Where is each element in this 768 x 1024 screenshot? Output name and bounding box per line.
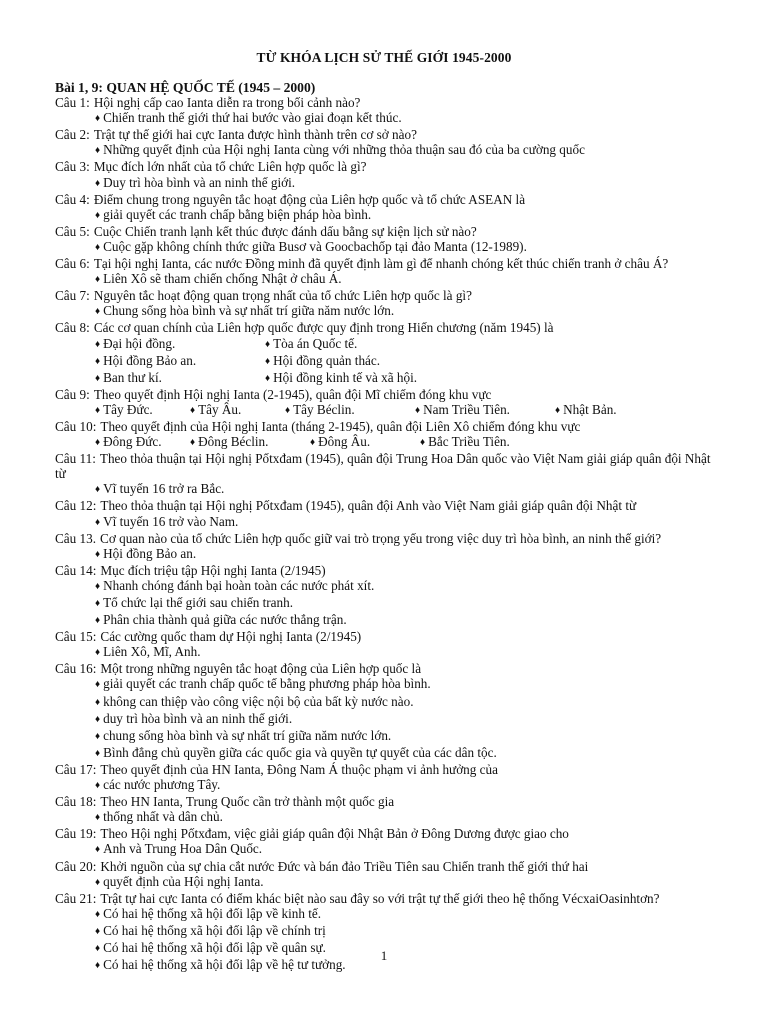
question-number: Câu 6: (55, 256, 90, 272)
question-number: Câu 5: (55, 223, 90, 239)
question-text: Nguyên tắc hoạt động quan trọng nhất của tổ chức Liên hợp quốc là gì? (93, 288, 472, 304)
question-number: Câu 15: (55, 629, 97, 645)
answer-item: ♦ Phân chia thành quả giữa các nước thắng trận. (55, 612, 715, 629)
question-text: Khởi nguồn của sự chia cắt nước Đức và bán đảo Triều Tiên sau Chiến tranh thế giới thứ hai (100, 858, 589, 874)
answer-item: ♦ Bình đẳng chủ quyền giữa các quốc gia và quyền tự quyết của các dân tộc. (55, 745, 715, 762)
question-number: Câu 9: (55, 386, 90, 402)
answer-item: ♦ Có hai hệ thống xã hội đối lập về quân sự. (55, 940, 715, 957)
question-number: Câu 10: (55, 418, 97, 434)
answer-item: ♦ giải quyết các tranh chấp quốc tế bằng phương pháp hòa bình. (55, 676, 715, 693)
question-item (55, 498, 715, 513)
answer-item: ♦ Những quyết định của Hội nghị Ianta cùng với những thỏa thuận sau đó của ba cường quốc (55, 142, 715, 159)
question-item (55, 320, 715, 335)
question-item (55, 794, 715, 809)
answer-item: ♦ Có hai hệ thống xã hội đối lập về kinh tế. (55, 906, 715, 923)
answer-item: ♦ Tây Đức. (95, 402, 190, 419)
question-number: Câu 16: (55, 661, 97, 677)
answer-item: ♦ Tổ chức lại thế giới sau chiến tranh. (55, 595, 715, 612)
answer-item: ♦ quyết định của Hội nghị Ianta. (55, 874, 715, 891)
question-number: Câu 21: (55, 890, 97, 906)
question-item (55, 159, 715, 174)
answer-item: ♦ thống nhất và dân chủ. (55, 809, 715, 826)
answer-item: ♦ Nhật Bản. (555, 402, 645, 419)
question-number: Câu 2: (55, 127, 90, 143)
question-item (55, 563, 715, 578)
answer-item: ♦ Đông Béclin. (190, 434, 310, 451)
question-item (55, 288, 715, 303)
answer-item: ♦ Tây Âu. (190, 402, 285, 419)
answer-row (55, 353, 715, 370)
answer-item: ♦ Vĩ tuyến 16 trở ra Bắc. (55, 481, 715, 498)
answer-item: ♦ Hội đồng Bảo an. (95, 353, 265, 370)
question-number: Câu 1: (55, 95, 90, 111)
answer-item: ♦ các nước phương Tây. (55, 777, 715, 794)
answer-item: ♦ Chiến tranh thế giới thứ hai bước vào giai đoạn kết thúc. (55, 110, 715, 127)
answer-item: ♦ Tòa án Quốc tế. (265, 336, 465, 353)
question-number: Câu 18: (55, 794, 97, 810)
question-item (55, 531, 715, 546)
question-text: Mục đích triệu tập Hội nghị Ianta (2/1945) (100, 562, 326, 578)
question-number: Câu 12: (55, 498, 97, 514)
answer-item: ♦ Anh và Trung Hoa Dân Quốc. (55, 841, 715, 858)
question-text: Hội nghị cấp cao Ianta diễn ra trong bối cảnh nào? (93, 95, 361, 111)
answer-item: ♦ Vĩ tuyến 16 trở vào Nam. (55, 514, 715, 531)
answer-item: ♦ giải quyết các tranh chấp bằng biện pháp hòa bình. (55, 207, 715, 224)
answer-item: ♦ Chung sống hòa bình và sự nhất trí giữa năm nước lớn. (55, 303, 715, 320)
answer-item: ♦ Có hai hệ thống xã hội đối lập về chính trị (55, 923, 715, 940)
question-number: Câu 4: (55, 191, 90, 207)
document-content (55, 80, 715, 974)
question-text: Cơ quan nào của tổ chức Liên hợp quốc giữ vai trò trọng yếu trong việc duy trì hòa bình, an ninh thế giới? (100, 530, 662, 546)
question-text: Theo quyết định của HN Ianta, Đông Nam Á thuộc phạm vi ảnh hưởng của (100, 761, 498, 777)
answer-row (55, 402, 715, 419)
answer-item: ♦ Duy trì hòa bình và an ninh thế giới. (55, 175, 715, 192)
answer-item: ♦ Nhanh chóng đánh bại hoàn toàn các nước phát xít. (55, 578, 715, 595)
question-number: Câu 14: (55, 562, 97, 578)
answer-item: ♦ duy trì hòa bình và an ninh thế giới. (55, 711, 715, 728)
question-item (55, 451, 715, 481)
question-text: Một trong những nguyên tắc hoạt động của Liên hợp quốc là (100, 661, 422, 677)
question-text: Mục đích lớn nhất của tổ chức Liên hợp quốc là gì? (93, 159, 367, 175)
question-text: Theo HN Ianta, Trung Quốc cần trở thành một quốc gia (100, 794, 395, 810)
question-item (55, 127, 715, 142)
document-title: TỪ KHÓA LỊCH SỬ THẾ GIỚI 1945-2000 (256, 50, 512, 65)
question-item (55, 387, 715, 402)
page-number: 1 (380, 948, 388, 963)
question-text: Trật tự thế giới hai cực Ianta được hình thành trên cơ sở nào? (93, 127, 417, 143)
question-item (55, 256, 715, 271)
section-heading: Bài 1, 9: QUAN HỆ QUỐC TẾ (1945 – 2000) (55, 80, 316, 95)
answer-row (55, 434, 715, 451)
answer-item: ♦ Đông Âu. (310, 434, 420, 451)
question-number: Câu 20: (55, 858, 97, 874)
question-text: Các cường quốc tham dự Hội nghị Ianta (2/1945) (100, 629, 362, 645)
question-item (55, 891, 715, 906)
answer-row (55, 336, 715, 353)
question-text: Theo Hội nghị Pốtxđam, việc giải giáp quân đội Nhật Bản ở Đông Dương được giao cho (100, 826, 569, 842)
answer-item: ♦ Đại hội đồng. (95, 336, 265, 353)
question-text: Theo quyết định Hội nghị Ianta (2-1945), quân đội Mĩ chiếm đóng khu vực (93, 386, 492, 402)
answer-item: ♦ không can thiệp vào công việc nội bộ của bất kỳ nước nào. (55, 694, 715, 711)
question-number: Câu 17: (55, 761, 97, 777)
answer-item: ♦ Bắc Triều Tiên. (420, 434, 560, 451)
question-text: Tại hội nghị Ianta, các nước Đồng minh đã quyết định làm gì để nhanh chóng kết thúc chiến tranh ở châu Á? (93, 256, 669, 272)
question-number: Câu 19: (55, 826, 97, 842)
question-item (55, 859, 715, 874)
answer-item: ♦ Liên Xô, Mĩ, Anh. (55, 644, 715, 661)
answer-item: ♦ Cuộc gặp không chính thức giữa Busơ và Goocbachốp tại đảo Manta (12-1989). (55, 239, 715, 256)
question-text: Theo thỏa thuận tại Hội nghị Pốtxđam (1945), quân đội Anh vào Việt Nam giải giáp quân đội Nhật từ (100, 498, 637, 514)
question-number: Câu 13. (55, 530, 97, 546)
question-item (55, 95, 715, 110)
question-item (55, 826, 715, 841)
answer-item: ♦ Đông Đức. (95, 434, 190, 451)
question-item (55, 224, 715, 239)
question-item (55, 762, 715, 777)
question-text: Trật tự hai cực Ianta có điểm khác biệt nào sau đây so với trật tự thế giới theo hệ thống VécxaiOasinhtơn? (100, 890, 660, 906)
question-text: Các cơ quan chính của Liên hợp quốc được quy định trong Hiến chương (năm 1945) là (93, 320, 554, 336)
question-text: Điểm chung trong nguyên tắc hoạt động của Liên hợp quốc và tổ chức ASEAN là (93, 191, 526, 207)
question-text: Theo thỏa thuận tại Hội nghị Pốtxđam (1945), quân đội Trung Hoa Dân quốc vào Việt Nam giải giáp quân đội Nhật từ (55, 451, 711, 482)
question-number: Câu 3: (55, 159, 90, 175)
answer-row (55, 370, 715, 387)
answer-item: ♦ Ban thư kí. (95, 370, 265, 387)
question-number: Câu 7: (55, 288, 90, 304)
question-number: Câu 11: (55, 451, 96, 467)
answer-item: ♦ Hội đồng Bảo an. (55, 546, 715, 563)
answer-item: ♦ Liên Xô sẽ tham chiến chống Nhật ở châu Á. (55, 271, 715, 288)
answer-item: ♦ Có hai hệ thống xã hội đối lập về hệ tư tưởng. (55, 957, 715, 974)
answer-item: ♦ Tây Béclin. (285, 402, 415, 419)
question-item (55, 629, 715, 644)
answer-item: ♦ Hội đồng kinh tế và xã hội. (265, 370, 465, 387)
question-item (55, 661, 715, 676)
question-text: Theo quyết định của Hội nghị Ianta (tháng 2-1945), quân đội Liên Xô chiếm đóng khu vực (100, 418, 581, 434)
answer-item: ♦ Nam Triều Tiên. (415, 402, 555, 419)
question-item (55, 192, 715, 207)
question-number: Câu 8: (55, 320, 90, 336)
answer-item: ♦ chung sống hòa bình và sự nhất trí giữa năm nước lớn. (55, 728, 715, 745)
question-item (55, 419, 715, 434)
answer-item: ♦ Hội đồng quản thác. (265, 353, 465, 370)
question-text: Cuộc Chiến tranh lạnh kết thúc được đánh dấu bằng sự kiện lịch sử nào? (93, 223, 477, 239)
